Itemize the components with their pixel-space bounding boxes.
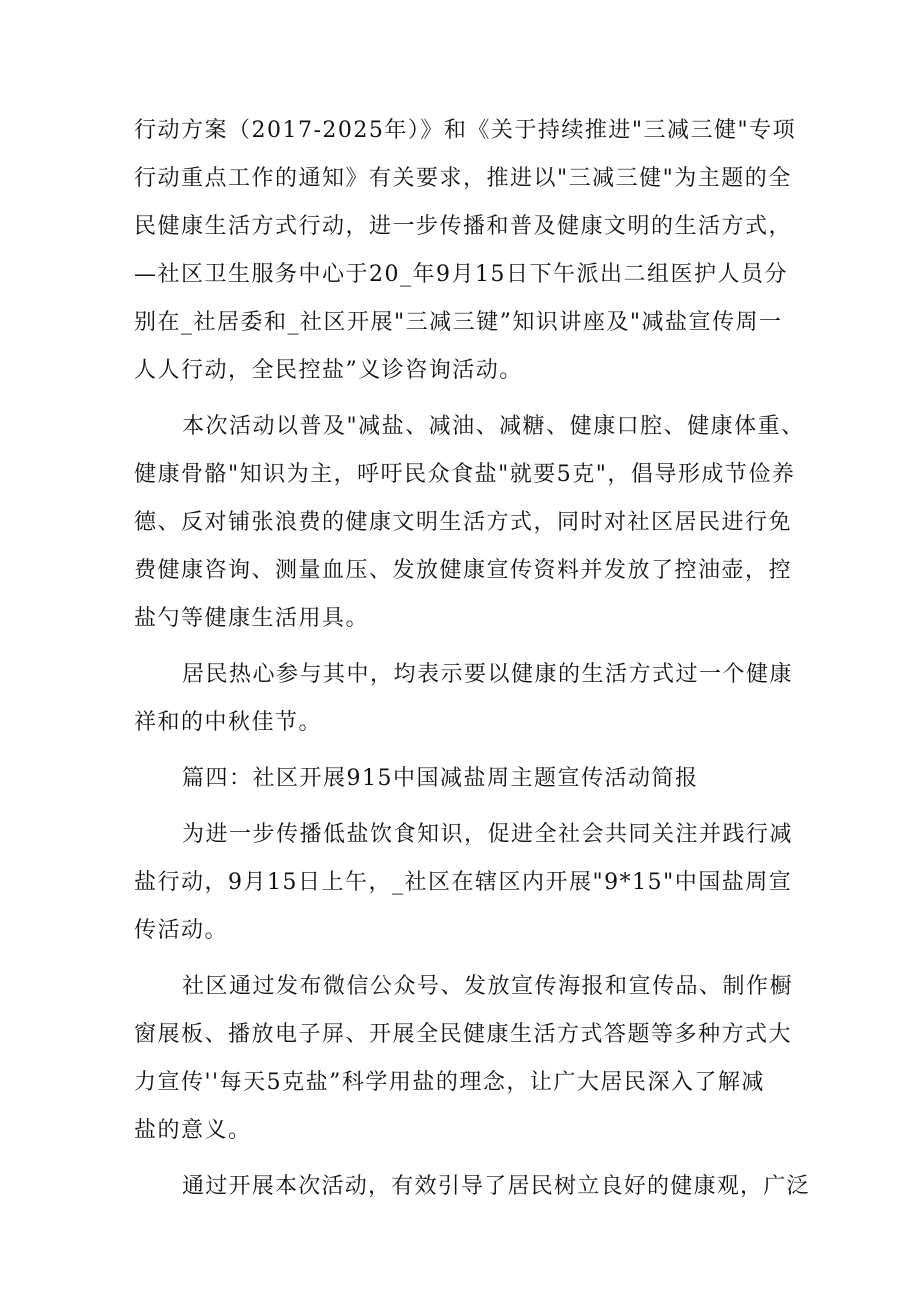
text-line: 德、反对铺张浪费的健康文明生活方式，同时对社区居民进行免	[134, 510, 793, 535]
text-line: 窗展板、播放电子屏、开展全民健康生活方式答题等多种方式大	[134, 1022, 793, 1047]
text-line: 祥和的中秋佳节。	[134, 710, 323, 735]
text-line: 费健康咨询、测量血压、发放健康宣传资料并发放了控油壶，控	[134, 558, 793, 583]
text-line: 通过开展本次活动，有效引导了居民树立良好的健康观，广泛	[182, 1174, 810, 1199]
text-line: 篇四：社区开展915中国减盐周主题宣传活动简报	[182, 766, 699, 791]
text-line: 为进一步传播低盐饮食知识，促进全社会共同关注并践行减	[182, 822, 794, 847]
text-line: 行动重点工作的通知》有关要求，推进以"三减三健"为主题的全	[134, 166, 792, 191]
text-line: 人人行动，全民控盐”义诊咨询活动。	[134, 358, 523, 383]
text-line: —社区卫生服务中心于20_年9月15日下午派出二组医护人员分	[134, 262, 788, 287]
text-line: 力宣传''每天5克盐”科学用盐的理念，让广大居民深入了解减	[134, 1070, 765, 1095]
text-line: 健康骨骼"知识为主，呼吁民众食盐"就要5克"，倡导形成节俭养	[134, 462, 796, 487]
text-line: 盐行动，9月15日上午，_社区在辖区内开展"9*15"中国盐周宣	[134, 870, 793, 895]
text-line: 本次活动以普及"减盐、减油、减糖、健康口腔、健康体重、	[182, 414, 805, 439]
paragraph	[134, 403, 814, 643]
paragraph	[134, 651, 814, 747]
document-body	[134, 107, 814, 1211]
paragraph	[134, 963, 814, 1155]
text-line: 盐的意义。	[134, 1118, 252, 1143]
paragraph	[134, 107, 814, 395]
text-line: 社区通过发布微信公众号、发放宣传海报和宣传品、制作橱	[182, 974, 794, 999]
text-line: 别在_社居委和_社区开展"三减三键”知识讲座及"减盐宣传周一	[134, 310, 783, 335]
paragraph	[134, 811, 814, 955]
text-line: 行动方案（2017-2025年）》和《关于持续推进"三减三健"专项	[134, 118, 797, 143]
paragraph	[134, 1163, 814, 1211]
text-line: 盐勺等健康生活用具。	[134, 606, 370, 631]
text-line: 居民热心参与其中，均表示要以健康的生活方式过一个健康	[182, 662, 794, 687]
paragraph	[134, 755, 814, 803]
text-line: 民健康生活方式行动，进一步传播和普及健康文明的生活方式，	[134, 214, 793, 239]
text-line: 传活动。	[134, 918, 229, 943]
